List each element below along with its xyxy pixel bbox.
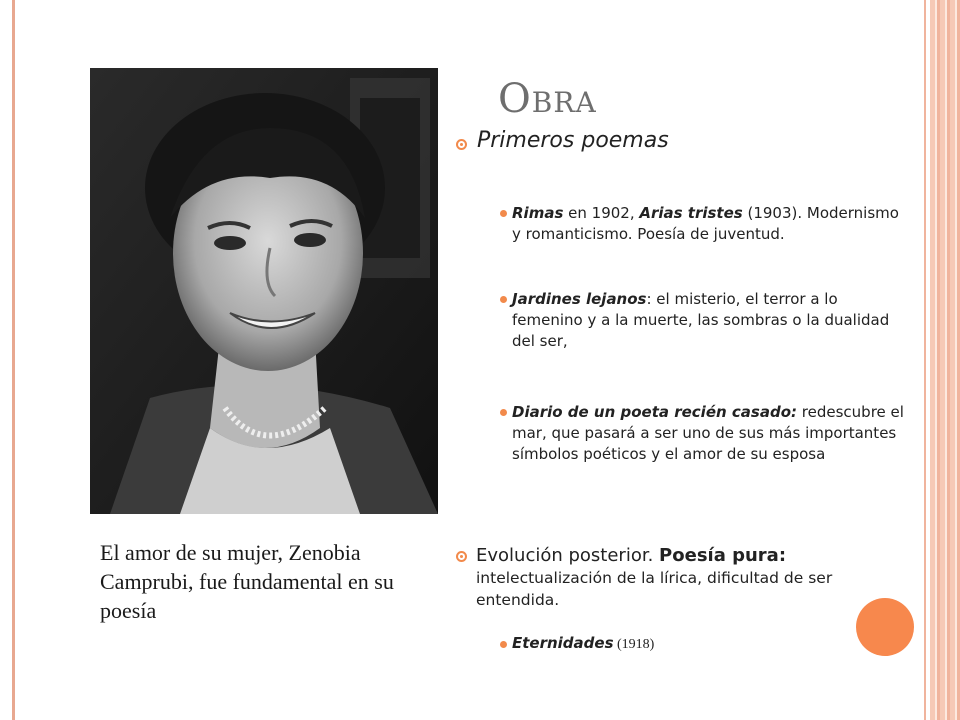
work-title: Rimas [512,204,564,222]
bullet-dot-icon [500,409,507,416]
section-colon: : [778,545,787,566]
work-title: Diario de un poeta recién casado: [512,403,798,421]
section-lead: Evolución posterior. [476,545,660,566]
portrait-photo [90,68,438,514]
list-item [512,289,912,352]
list-item [512,634,654,653]
item-text: redescubre el mar, que pasará a ser uno de sus más importantes símbolos poéticos y el amor de su esposa [512,403,904,463]
section-heading-primeros-poemas: Primeros poemas [477,128,669,153]
item-text: en 1902, [563,204,640,222]
section-bullet-icon [456,551,467,562]
work-title: Arias tristes [639,204,743,222]
item-text: (1903). Modernismo y romanticismo. Poesía de juventud. [512,204,899,243]
bullet-dot-icon [500,641,507,648]
bullet-dot-icon [500,210,507,217]
work-title: Eternidades [512,634,614,652]
slide-title: Obra [498,76,597,122]
work-year: (1918) [613,637,655,652]
section-bullet-icon [456,139,467,150]
item-text: : el misterio, el terror a lo femenino y a la muerte, las sombras o la dualidad del ser, [512,290,890,350]
right-frame-stripes [930,0,960,720]
list-item [512,402,912,465]
section-bold: Poesía pura [659,545,779,566]
right-frame-line [924,0,926,720]
section-evolucion [476,545,916,611]
work-title: Jardines lejanos [512,290,647,308]
section-text: intelectualización de la lírica, dificultad de ser entendida. [476,569,833,609]
bullet-dot-icon [500,296,507,303]
list-item [512,203,912,245]
decorative-orange-circle [856,598,914,656]
left-frame-line [12,0,15,720]
photo-caption: El amor de su mujer, Zenobia Camprubi, fue fundamental en su poesía [100,540,394,623]
